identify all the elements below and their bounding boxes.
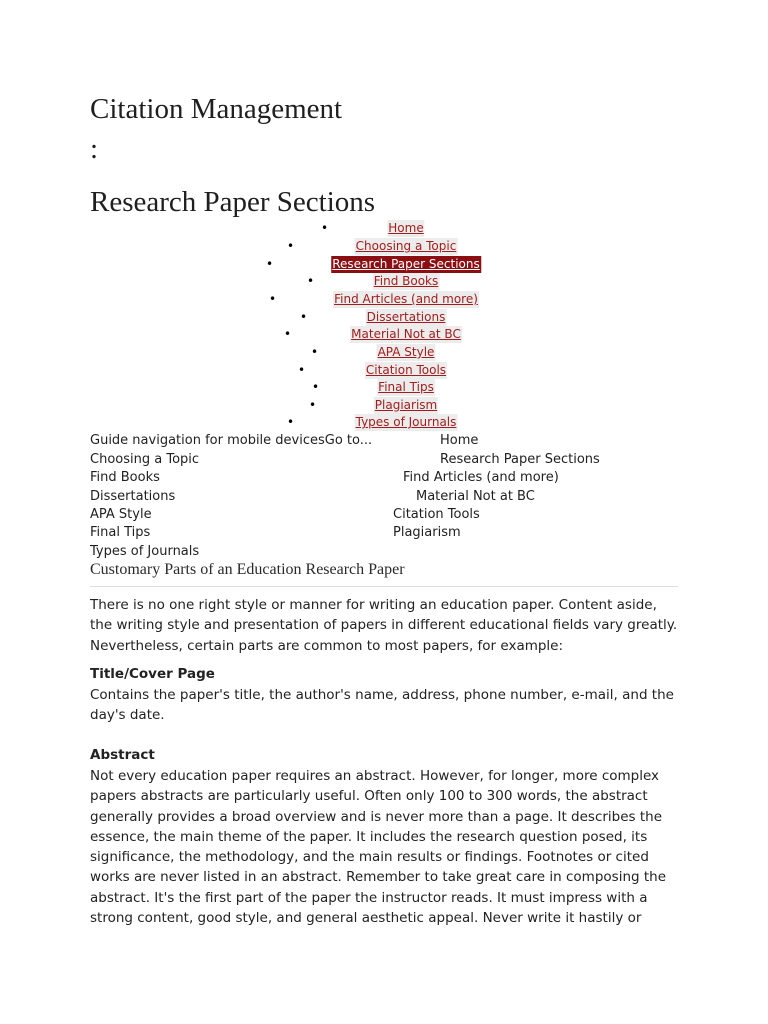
mobile-nav-option[interactable]: Final Tips	[90, 525, 151, 540]
bullet-icon: •	[311, 345, 319, 359]
nav-list-item	[0, 326, 768, 343]
mobile-nav-option[interactable]: Home	[440, 433, 479, 448]
intro-paragraph: There is no one right style or manner for writing an education paper. Content aside, the writing style and presentation of papers in different educational fields vary greatly. Nevertheless, certain parts are common to most papers, for example:	[90, 597, 678, 654]
bullet-icon: •	[298, 363, 306, 377]
nav-list-item	[0, 414, 768, 431]
mobile-nav-option[interactable]: Plagiarism	[393, 525, 461, 540]
mobile-nav-option[interactable]: Material Not at BC	[416, 489, 535, 504]
page-subtitle: Research Paper Sections	[90, 186, 376, 218]
nav-list-item	[0, 362, 768, 379]
title-colon: :	[90, 133, 99, 165]
nav-list-item	[0, 379, 768, 396]
abstract-heading: Abstract	[90, 747, 155, 763]
nav-link-choosing-a-topic[interactable]: Choosing a Topic	[355, 239, 457, 253]
section-divider	[90, 586, 678, 587]
nav-link-material-not-at-bc[interactable]: Material Not at BC	[351, 327, 461, 341]
section-heading: Customary Parts of an Education Research Paper	[90, 561, 405, 578]
bullet-icon: •	[321, 221, 329, 235]
nav-link-citation-tools[interactable]: Citation Tools	[365, 363, 447, 377]
nav-link-home[interactable]: Home	[388, 221, 424, 235]
nav-link-types-of-journals[interactable]: Types of Journals	[355, 415, 457, 429]
mobile-nav-option[interactable]: Research Paper Sections	[440, 452, 600, 467]
nav-list-item	[0, 256, 768, 273]
title-cover-heading: Title/Cover Page	[90, 666, 215, 682]
abstract-paragraph: Not every education paper requires an abstract. However, for longer, more complex papers abstracts are particularly useful. Often only 100 to 300 words, the abstract generally provides a broad overview and is never more than a page. It describes the essence, the main theme of the paper. It includes the research question posed, its significance, the methodology, and the main results or findings. Footnotes or cited works are never listed in an abstract. Remember to take great care in composing the abstract. It's the first part of the paper the instructor reads. It must impress with a strong content, good style, and general aesthetic appeal. Never write it hastily or	[90, 768, 667, 927]
nav-link-research-paper-sections[interactable]: Research Paper Sections	[332, 257, 480, 271]
mobile-nav-option[interactable]: Find Articles (and more)	[403, 470, 559, 485]
mobile-nav-option[interactable]: Dissertations	[90, 489, 176, 504]
bullet-icon: •	[269, 292, 277, 306]
nav-list-item	[0, 309, 768, 326]
nav-link-plagiarism[interactable]: Plagiarism	[374, 398, 438, 412]
bullet-icon: •	[307, 274, 315, 288]
bullet-icon: •	[300, 310, 308, 324]
mobile-nav-option[interactable]: Types of Journals	[90, 544, 200, 559]
title-cover-paragraph: Contains the paper's title, the author's name, address, phone number, e-mail, and the day's date.	[90, 687, 674, 724]
mobile-nav-option[interactable]: Choosing a Topic	[90, 452, 200, 467]
nav-link-dissertations[interactable]: Dissertations	[366, 310, 446, 324]
mobile-nav-label: Guide navigation for mobile devicesGo to...	[90, 433, 373, 448]
mobile-nav-option[interactable]: Find Books	[90, 470, 160, 485]
bullet-icon: •	[287, 239, 295, 253]
bullet-icon: •	[312, 380, 320, 394]
nav-link-find-books[interactable]: Find Books	[373, 274, 439, 288]
nav-link-apa-style[interactable]: APA Style	[377, 345, 435, 359]
nav-list-item	[0, 220, 768, 237]
nav-list-item	[0, 397, 768, 414]
bullet-icon: •	[309, 398, 317, 412]
nav-list-item	[0, 344, 768, 361]
nav-list-item	[0, 273, 768, 290]
nav-link-final-tips[interactable]: Final Tips	[378, 380, 434, 394]
nav-list-item	[0, 291, 768, 308]
bullet-icon: •	[287, 415, 295, 429]
page-title: Citation Management	[90, 93, 343, 125]
nav-list-item	[0, 238, 768, 255]
mobile-nav-option[interactable]: Citation Tools	[393, 507, 480, 522]
mobile-nav-option[interactable]: APA Style	[90, 507, 152, 522]
bullet-icon: •	[266, 257, 274, 271]
nav-link-find-articles[interactable]: Find Articles (and more)	[334, 292, 478, 306]
bullet-icon: •	[284, 327, 292, 341]
